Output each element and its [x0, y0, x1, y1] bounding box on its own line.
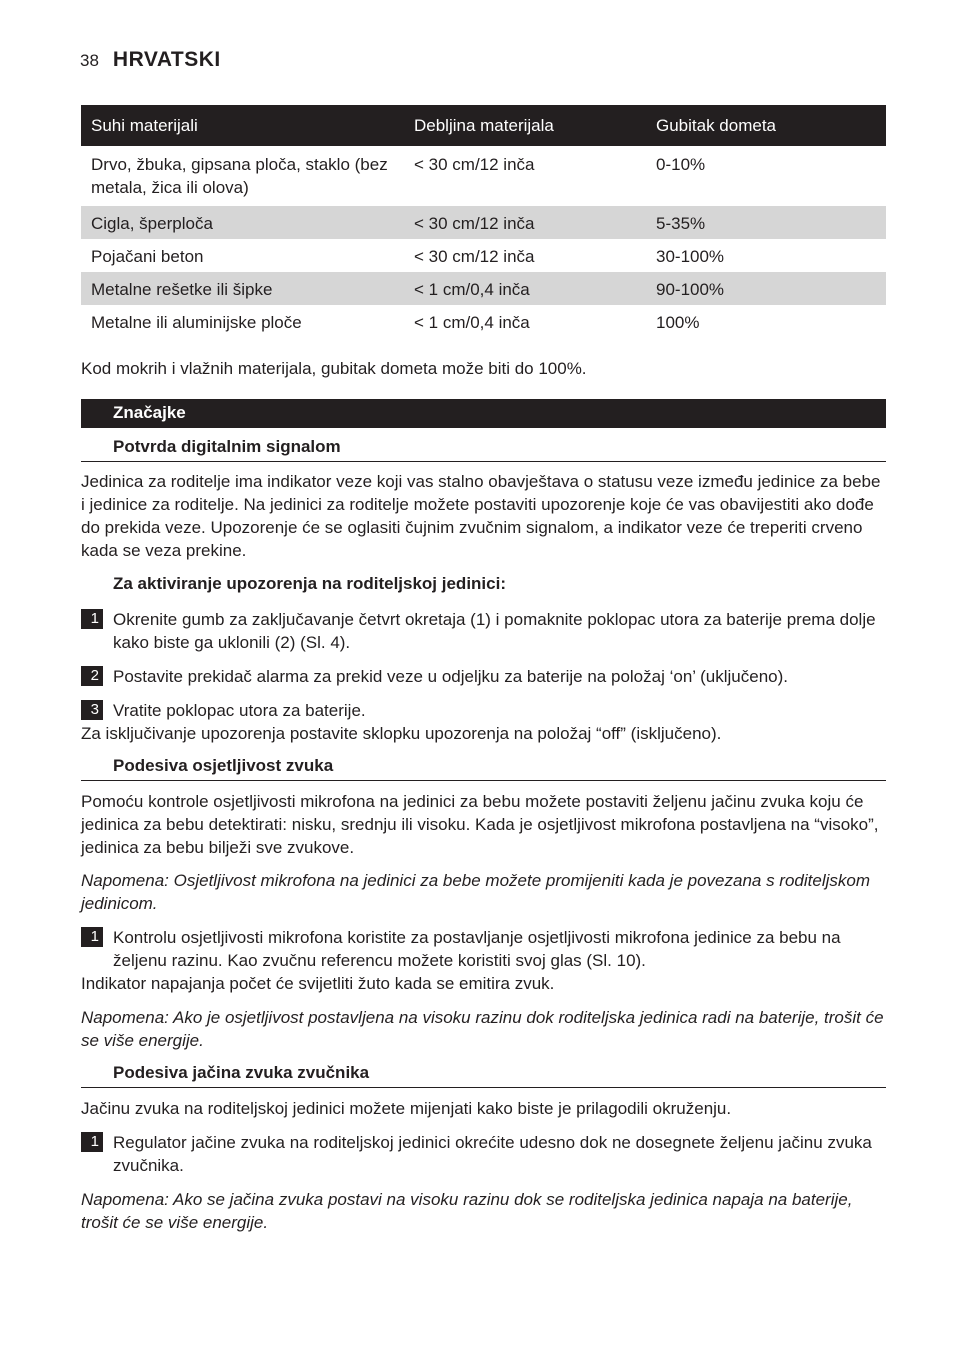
step-text: Okrenite gumb za zaključavanje četvrt okretaja (1) i pomaknite poklopac utora za baterije prema dolje kako biste ga uklonili (2) (Sl. 4).	[113, 610, 876, 652]
step-text: Regulator jačine zvuka na roditeljskoj jedinici okrećite udesno dok ne dosegnete željenu jačinu zvuka zvučnika.	[113, 1133, 872, 1175]
subsection-heading	[81, 1063, 886, 1088]
table-row	[81, 239, 886, 272]
subsection-title: Potvrda digitalnim signalom	[113, 437, 341, 456]
table-cell: < 1 cm/0,4 inča	[414, 313, 530, 332]
table-cell: Metalne ili aluminijske ploče	[91, 313, 302, 332]
subsection-heading	[81, 756, 886, 781]
page-header	[80, 48, 221, 72]
step-number: 1	[81, 609, 103, 629]
table-cell: Pojačani beton	[91, 247, 204, 266]
step-number: 1	[81, 1132, 103, 1152]
column-header: Gubitak dometa	[646, 105, 886, 146]
instruction-heading: Za aktiviranje upozorenja na roditeljskoj jedinici:	[113, 574, 506, 593]
paragraph: Pomoću kontrole osjetljivosti mikrofona na jedinici za bebu možete postaviti željenu jačinu zvuka koju će jedinica za bebu detektirati: nisku, srednju ili visoku. Kada je osjetljivost mikrofona postavljena na “visoko”, jedinica za bebu bilježi sve zvukove.	[81, 792, 879, 857]
note: Napomena: Ako se jačina zvuka postavi na visoku razinu dok se roditeljska jedinica napaja na baterije, trošit će se više energije.	[81, 1190, 853, 1232]
table-row	[81, 305, 886, 338]
table-row	[81, 146, 886, 206]
note: Napomena: Osjetljivost mikrofona na jedinici za bebe možete promijeniti kada je povezana s roditeljskom jedinicom.	[81, 871, 871, 913]
subsection-title: Podesiva osjetljivost zvuka	[113, 756, 334, 775]
table-cell: < 30 cm/12 inča	[414, 155, 535, 174]
step-number: 2	[81, 666, 103, 686]
table-row	[81, 272, 886, 305]
step-text: Vratite poklopac utora za baterije.	[113, 701, 366, 720]
step-item	[81, 926, 886, 972]
wet-materials-note: Kod mokrih i vlažnih materijala, gubitak dometa može biti do 100%.	[81, 359, 587, 378]
step-item	[81, 608, 886, 654]
section-title: Značajke	[113, 403, 186, 422]
table-cell: 90-100%	[646, 272, 886, 305]
page-number: 38	[80, 51, 99, 70]
step-text: Postavite prekidač alarma za prekid veze u odjeljku za baterije na položaj ‘on’ (uključeno).	[113, 667, 789, 686]
paragraph: Za isključivanje upozorenja postavite sklopku upozorenja na položaj “off” (isključeno).	[81, 724, 722, 743]
table-cell: 5-35%	[646, 206, 886, 239]
language-title: HRVATSKI	[112, 48, 221, 71]
step-text: Kontrolu osjetljivosti mikrofona koristite za postavljanje osjetljivosti mikrofona jedinice za bebu na željenu razinu. Kao zvučnu referencu možete koristiti svoj glas (Sl. 10).	[113, 928, 841, 970]
table-cell: 100%	[656, 313, 700, 332]
table-cell: < 30 cm/12 inča	[414, 247, 535, 266]
table-header-row	[81, 105, 886, 146]
paragraph: Jačinu zvuka na roditeljskoj jedinici možete mijenjati kako biste je prilagodili okruženju.	[81, 1099, 732, 1118]
step-item	[81, 665, 886, 688]
subsection-title: Podesiva jačina zvuka zvučnika	[113, 1063, 370, 1082]
step-number: 1	[81, 927, 103, 947]
table-cell: Metalne rešetke ili šipke	[81, 272, 404, 305]
section-bar	[81, 399, 886, 428]
table-cell: < 30 cm/12 inča	[404, 206, 646, 239]
table-cell: Drvo, žbuka, gipsana ploča, staklo (bez metala, žica ili olova)	[91, 155, 388, 197]
table-cell: 0-10%	[656, 155, 706, 174]
paragraph: Jedinica za roditelje ima indikator veze koji vas stalno obavještava o statusu veze između jedinice za bebe i jedinice za roditelje. Na jedinici za roditelje možete postaviti upozorenje koje će vas obavijestiti ako dođe do prekida veze. Upozorenje će se oglasiti čujnim zvučnim signalom, a indikator veze će treperiti crveno kada se veza prekine.	[81, 472, 881, 560]
subsection-heading	[81, 437, 886, 462]
column-header: Suhi materijali	[81, 105, 404, 146]
table-cell: < 1 cm/0,4 inča	[404, 272, 646, 305]
step-number: 3	[81, 700, 103, 720]
column-header: Debljina materijala	[404, 105, 646, 146]
table-row	[81, 206, 886, 239]
note: Napomena: Ako je osjetljivost postavljena na visoku razinu dok roditeljska jedinica radi na baterije, trošit će se više energije.	[81, 1008, 884, 1050]
materials-table	[81, 105, 886, 338]
step-item	[81, 1131, 886, 1177]
table-cell: 30-100%	[656, 247, 725, 266]
paragraph: Indikator napajanja počet će svijetliti žuto kada se emitira zvuk.	[81, 974, 555, 993]
step-item	[81, 699, 886, 722]
table-cell: Cigla, šperploča	[81, 206, 404, 239]
